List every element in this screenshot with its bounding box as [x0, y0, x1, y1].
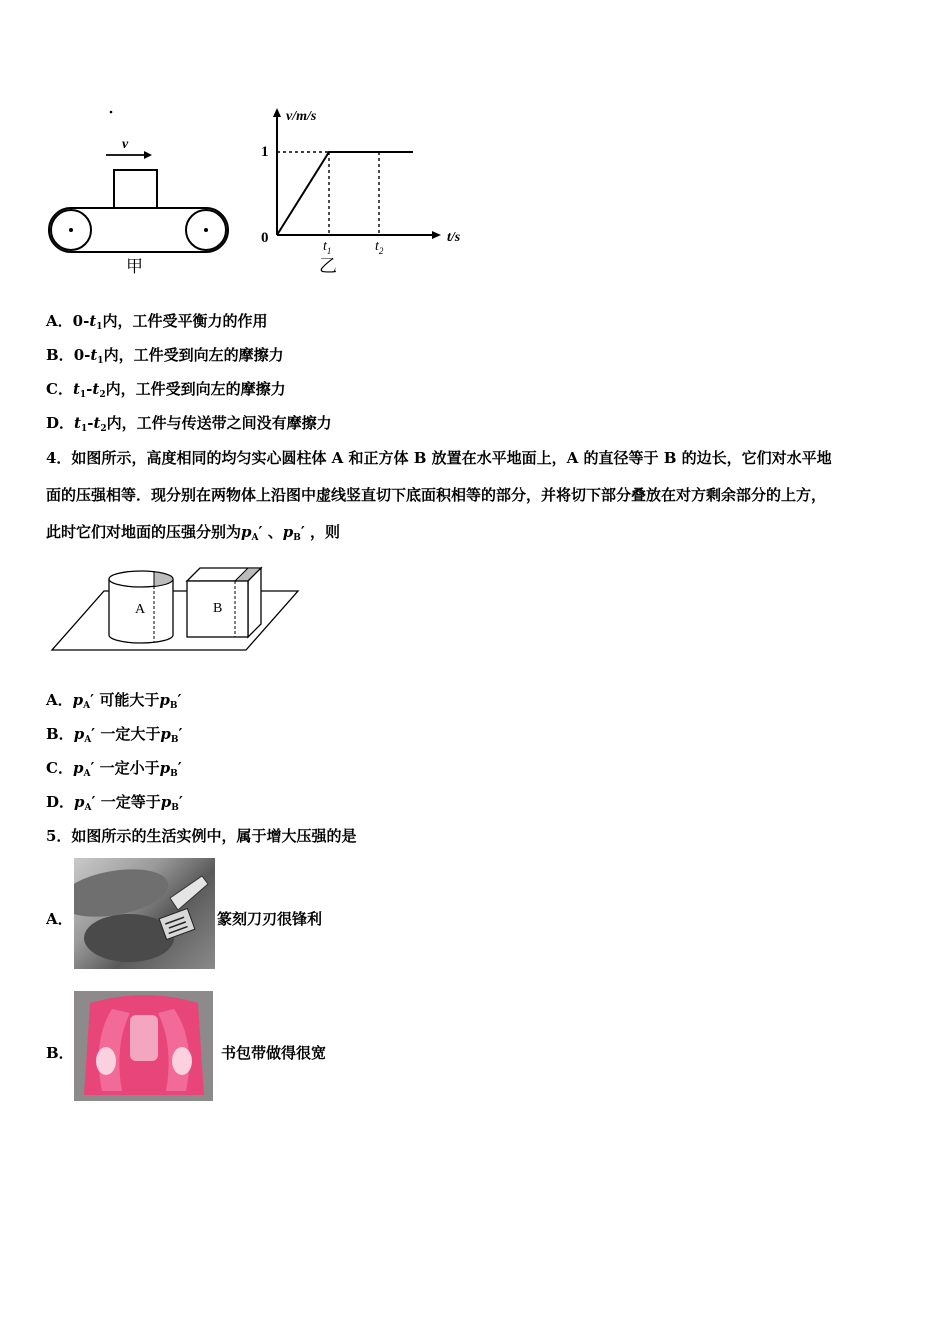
q3-option-a: A．$0-t_1$内，工件受平衡力的作用 — [46, 312, 268, 332]
q5-option-a-text: 篆刻刀刃很锋利 — [217, 910, 323, 928]
x-axis-label: t/s — [447, 230, 461, 245]
workpiece-block — [114, 170, 157, 208]
left-axle — [69, 228, 73, 232]
q4-option-b: B．$p_A'$ 一定大于$p_B'$ — [46, 725, 183, 745]
graph-marks — [277, 152, 413, 235]
conveyor-belt-figure — [40, 100, 240, 280]
figure-yi-caption: 乙 — [319, 256, 337, 276]
origin-label: 0 — [261, 230, 269, 246]
backpack-photo — [74, 991, 213, 1101]
q4-option-c: C．$p_A'$ 一定小于$p_B'$ — [46, 759, 182, 779]
belt-right-arc — [206, 208, 228, 252]
q5-option-a-label: A． — [46, 910, 73, 928]
backpack-back-panel — [130, 1015, 158, 1061]
stray-dot — [110, 111, 113, 114]
q3-option-b: B．$0-t_1$内，工件受到向左的摩擦力 — [46, 346, 284, 366]
t1-tick-label: $t_1$ — [323, 239, 332, 256]
cylinder-label: A — [135, 602, 146, 617]
y-axis-arrow — [273, 108, 281, 117]
velocity-label: v — [122, 137, 129, 152]
q4-stem-line2: 面的压强相等．现分别在两物体上沿图中虚线竖直切下底面积相等的部分，并将切下部分叠放在对方剩余部分的上方， — [46, 486, 827, 504]
q5-option-b-text: 书包带做得很宽 — [221, 1044, 327, 1062]
q4-stem-line3: 此时它们对地面的压强分别为$p_A'$ 、$p_B'$ ，则 — [46, 523, 341, 543]
t2-tick-label: $t_2$ — [375, 239, 384, 256]
knife-blade — [170, 876, 208, 910]
velocity-series-line — [277, 152, 413, 235]
seal-stone — [159, 909, 195, 940]
cylinder-cube-figure — [46, 560, 306, 660]
velocity-arrow-head — [144, 151, 152, 159]
y-tick-1: 1 — [261, 144, 269, 160]
y-axis-label: v/m/s — [286, 109, 317, 124]
backpack-left-pad — [96, 1047, 116, 1075]
figure-jia-caption: 甲 — [126, 257, 143, 276]
q3-option-c: C．$t_1-t_2$内，工件受到向左的摩擦力 — [46, 380, 286, 400]
x-axis-arrow — [432, 231, 441, 239]
q4-option-d: D．$p_A'$ 一定等于$p_B'$ — [46, 793, 183, 813]
backpack-right-pad — [172, 1047, 192, 1075]
q5-stem: 5．如图所示的生活实例中，属于增大压强的是 — [46, 827, 357, 845]
velocity-time-graph — [255, 100, 475, 280]
q4-stem-line1: 4．如图所示，高度相同的均匀实心圆柱体 A 和正方体 B 放置在水平地面上，A 的直径等于 B 的边长，它们对水平地 — [46, 449, 832, 467]
right-axle — [204, 228, 208, 232]
q3-option-d: D．$t_1-t_2$内，工件与传送带之间没有摩擦力 — [46, 414, 332, 434]
cube-label: B — [213, 601, 223, 616]
cube-side — [248, 568, 261, 637]
belt-left-arc — [49, 208, 71, 252]
q4-option-a: A．$p_A'$ 可能大于$p_B'$ — [46, 691, 182, 711]
carving-knife-photo — [74, 858, 215, 969]
q5-option-b-label: B． — [46, 1044, 74, 1062]
